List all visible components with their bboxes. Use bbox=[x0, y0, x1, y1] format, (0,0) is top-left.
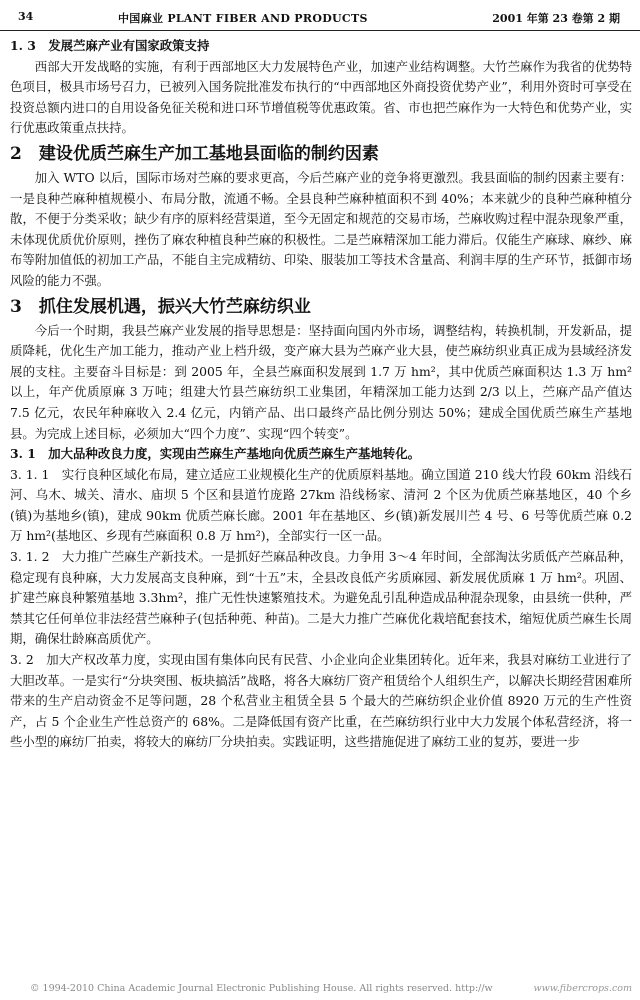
issue-info: 2001 年第 23 卷第 2 期 bbox=[492, 12, 620, 25]
paragraph: 西部大开发战略的实施，有利于西部地区大力发展特色产业，加速产业结构调整。大竹苎麻作为我省的优势特色项目，极具市场号召力，已被列入国务院批准发布执行的“中西部地区外商投资优势产业”，利用外资时可享受在投资总额内进口的自用设备免征关税和进口环节增值税等优惠政策。省、市也把苎麻作为一大特色和优势产业，实行优惠政策重点扶持。 bbox=[10, 58, 632, 136]
site-watermark: www.fibercrops.com bbox=[533, 983, 632, 994]
copyright-notice: © 1994-2010 China Academic Journal Electronic Publishing House. All rights reserved. http://w bbox=[30, 983, 493, 994]
journal-title: 中国麻业 PLANT FIBER AND PRODUCTS bbox=[118, 12, 368, 25]
subsection-heading: 3. 1 加大品种改良力度，实现由苎麻生产基地向优质苎麻生产基地转化。 bbox=[10, 446, 420, 462]
paragraph: 今后一个时期，我县苎麻产业发展的指导思想是：坚持面向国内外市场，调整结构，转换机制，开发新品，提质降耗，优化生产加工能力，推动产业上档升级，变产麻大县为苎麻产业大县，使苎麻纺织业真正成为县域经济发展的支柱。主要奋斗目标是：到 2005 年，全县苎麻面积发展到 1.7 万 hm²，其中优质苎麻面积达 1.3 万 hm² 以上，年产优质原麻 3 万吨；组建大竹县苎麻纺织工业集团，年精深加工能力达到 2/3 以上，苎麻产品产值达 7.5 亿元，农民年种麻收入 2.4 亿元，内销产品、出口最终产品比例分别达 50%；建成全国优质苎麻生产基地县。为完成上述目标，必须加大“四个力度”、实现“四个转变”。 bbox=[10, 322, 632, 441]
page-number: 34 bbox=[18, 10, 34, 23]
section-heading: 2 建设优质苎麻生产加工基地县面临的制约因素 bbox=[10, 143, 379, 164]
paragraph: 3. 2 加大产权改革力度，实现由国有集体向民有民营、小企业向企业集团转化。近年来，我县对麻纺工业进行了大胆改革。一是实行“分块突围、板块搞活”战略，将各大麻纺厂资产租赁给个人组织生产，以解决长期经营困难所带来的生产启动资金不足等问题，28 个私营业主租赁全县 5 个最大的苎麻纺织企业价值 8920 万元的生产性资产，占 5 个企业生产性总资产的 68%。二是降低国有资产比重，在苎麻纺织行业中大力发展个体私营经济，将一些小型的麻纺厂拍卖，将较大的麻纺厂分块拍卖。实践证明，这些措施促进了麻纺工业的复苏，要进一步 bbox=[10, 652, 632, 750]
paragraph: 3. 1. 2 大力推广苎麻生产新技术。一是抓好苎麻品种改良。力争用 3～4 年时间，全部淘汰劣质低产苎麻品种，稳定现有良种麻，大力发展高支良种麻，到“十五”末，全县改良低产劣质麻园、新发展优质麻 1 万 hm²。巩固、扩建苎麻良种繁殖基地 3.3hm²，推广无性快速繁殖技术。为避免乱引乱种造成品种混杂现象，由县统一供种，严禁其它任何单位非法经营苎麻种子(包括种蔸、种苗)。二是大力推广苎麻优化栽培配套技术，缩短优质苎麻生长周期，确保壮龄麻高质优产。 bbox=[10, 549, 632, 647]
subsection-heading: 1. 3 发展苎麻产业有国家政策支持 bbox=[10, 38, 210, 53]
page-footer bbox=[0, 978, 640, 1000]
paragraph: 加入 WTO 以后，国际市场对苎麻的要求更高，今后苎麻产业的竞争将更激烈。我县面临的制约因素主要有：一是良种苎麻种植规模小、布局分散，流通不畅。全县良种苎麻种植面积不到 40%；本来就少的良种苎麻种植分散，不便于分类采收；缺少有序的原料经营渠道，至今无固定和规范的交易市场，苎麻收购过程中混杂现象严重，未体现优质优价原则，挫伤了麻农种植良种苎麻的积极性。二是苎麻精深加工能力滞后。仅能生产麻球、麻纱、麻布等附加值低的初加工产品，不能自主完成精纺、印染、服装加工等技术含量高、利润丰厚的生产环节，抵御市场风险的能力不强。 bbox=[10, 169, 632, 288]
section-heading: 3 抓住发展机遇，振兴大竹苎麻纺织业 bbox=[10, 296, 311, 317]
article-body bbox=[10, 36, 632, 753]
running-header bbox=[0, 0, 640, 31]
paragraph: 3. 1. 1 实行良种区域化布局，建立适应工业规模化生产的优质原料基地。确立国道 210 线大竹段 60km 沿线石河、乌木、城关、清水、庙坝 5 个区和县道竹庞路 27km 沿线杨家、清河 2 个区为优质苎麻基地区，40 个乡(镇)为基地乡(镇)，建成 90km 优质苎麻长廊。2001 年在基地区、乡(镇)新发展川苎 4 号、6 号等优质苎麻 0.2 万 hm²(基地区、乡现有苎麻面积 0.8 万 hm²)，全部实行一区一品。 bbox=[10, 466, 632, 544]
